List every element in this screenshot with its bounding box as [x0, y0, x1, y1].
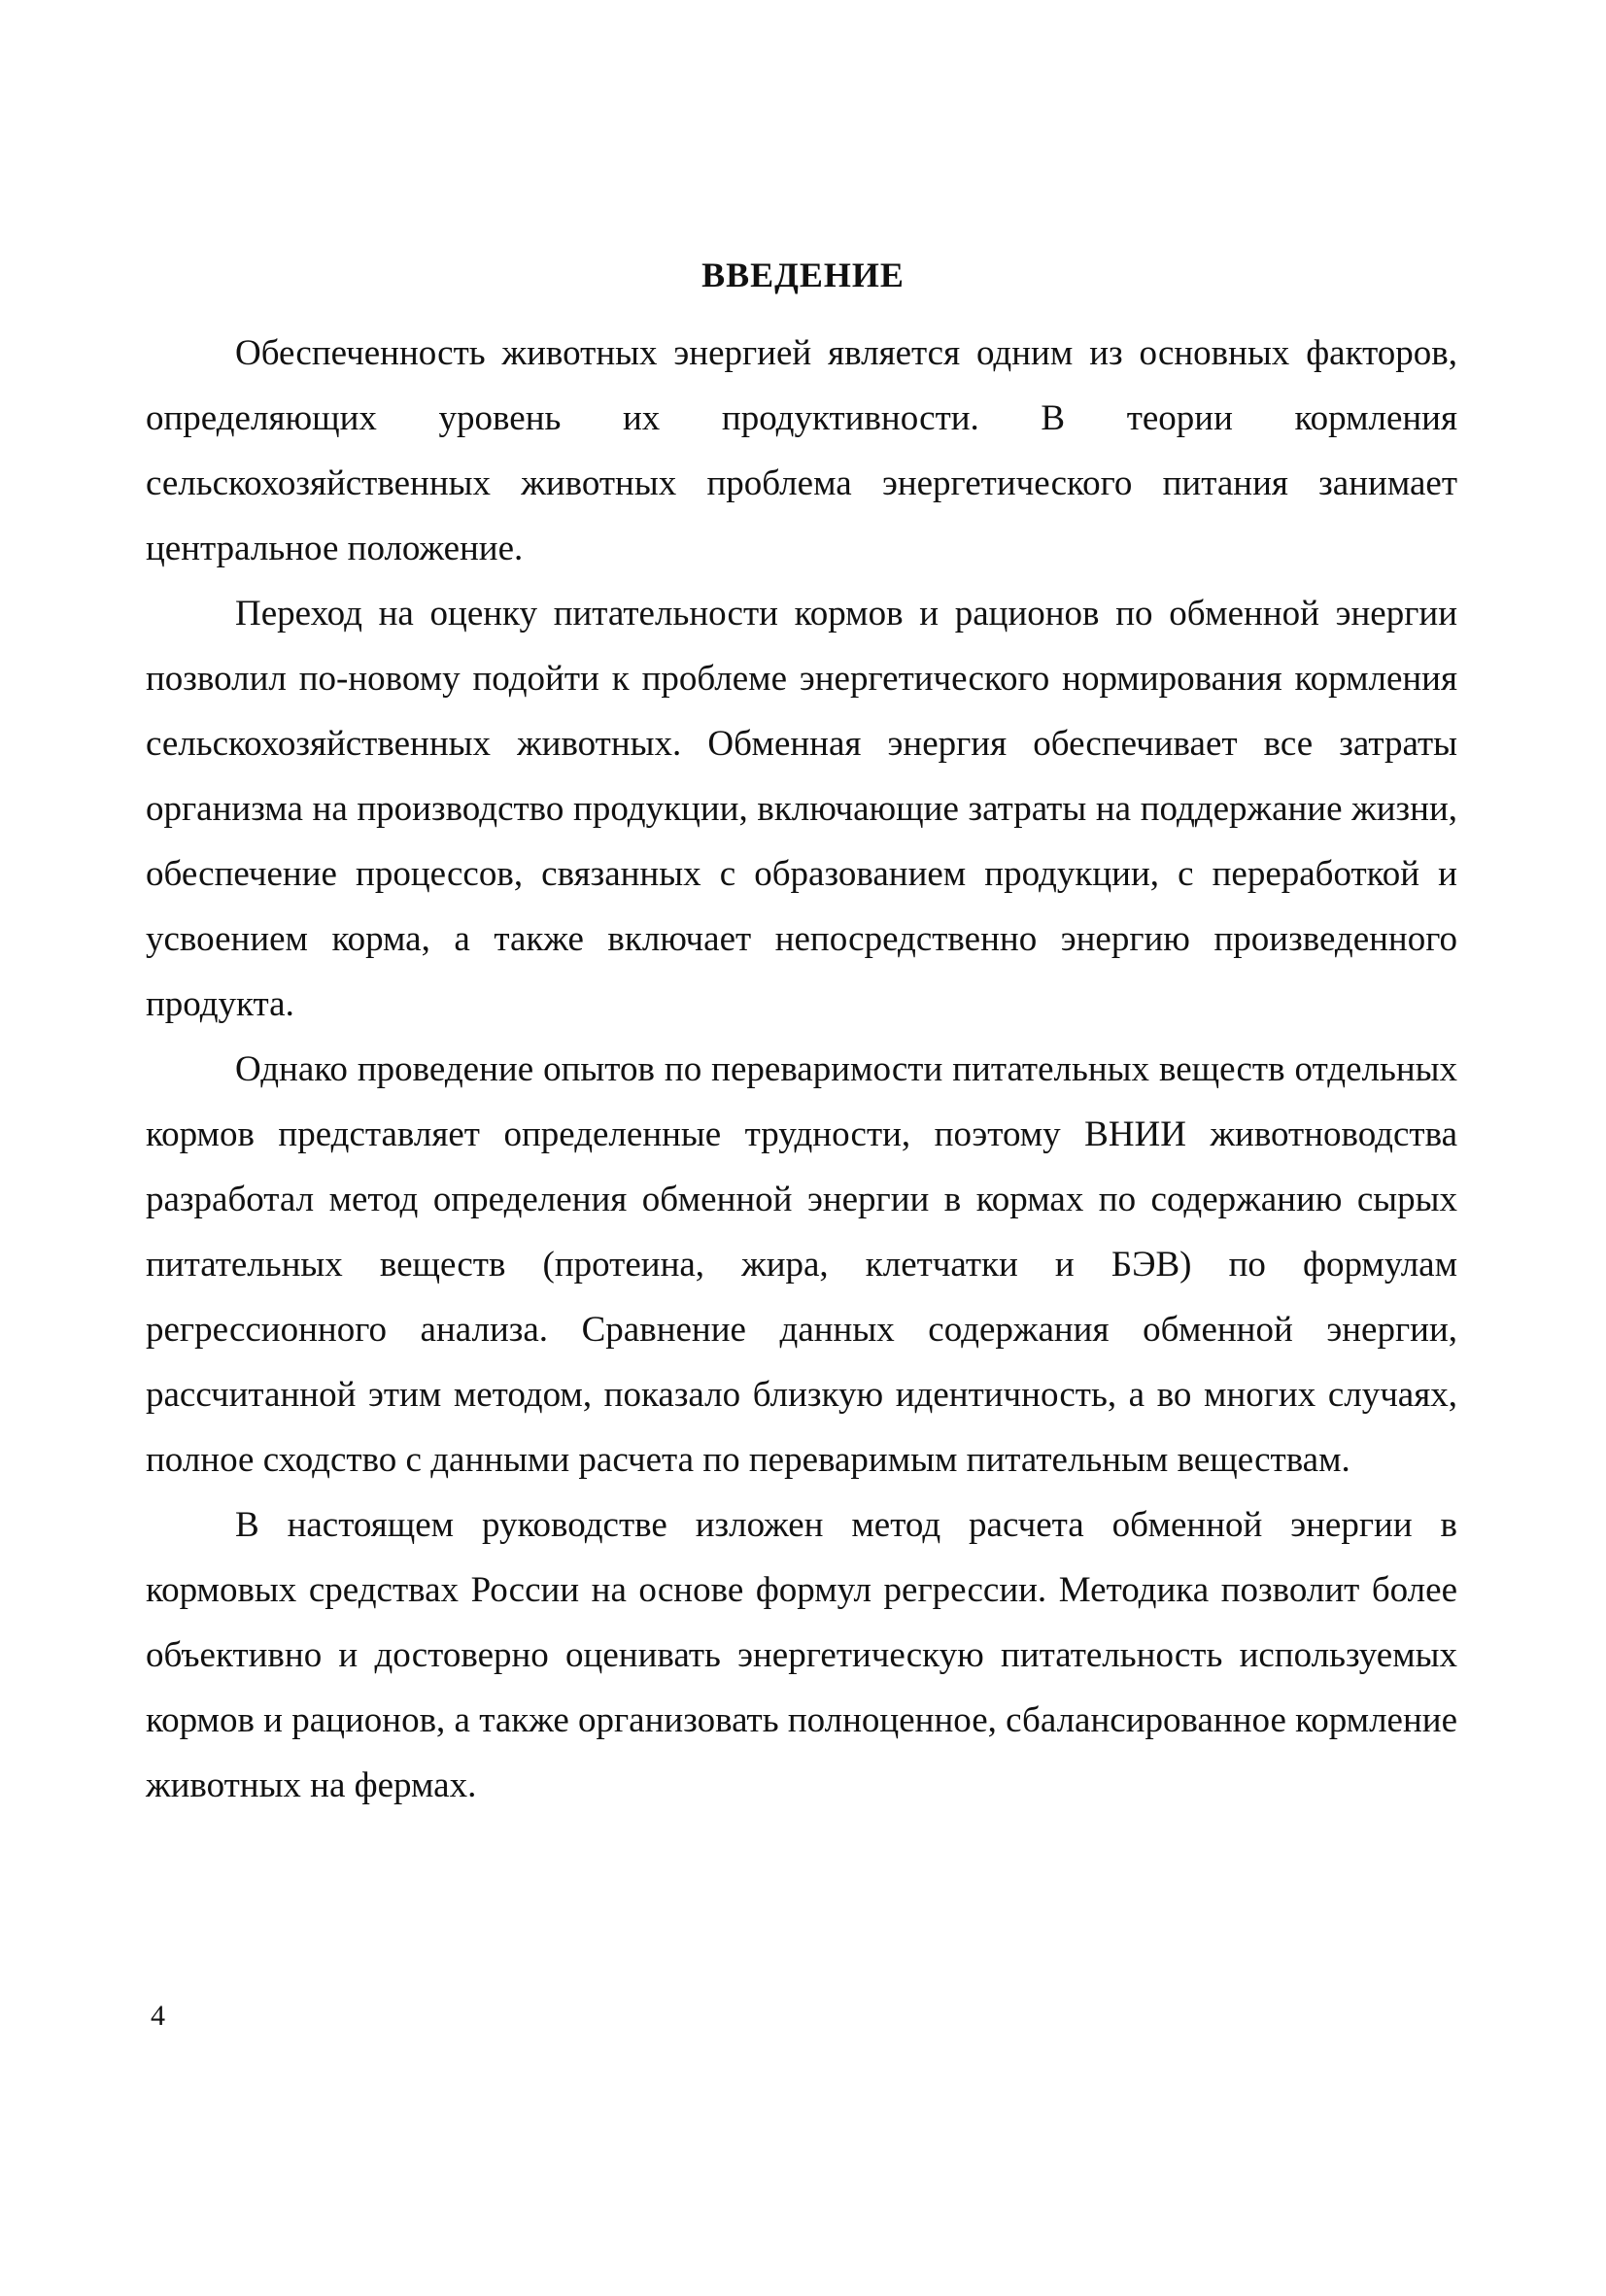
- page-number: 4: [151, 2000, 165, 2032]
- paragraph-3: Однако проведение опытов по переваримости питательных веществ отдельных кормов представляет определенные трудности, поэтому ВНИИ животноводства разработал метод определения обменной энергии в кормах по содержанию сырых питательных веществ (протеина, жира, клетчатки и БЭВ) по формулам регрессионного анализа. Сравнение данных содержания обменной энергии, рассчитанной этим методом, показало близкую идентичность, а во многих случаях, полное сходство с данными расчета по переваримым питательным веществам.: [146, 1049, 1457, 1480]
- section-title: ВВЕДЕНИЕ: [701, 256, 905, 294]
- body-text: [146, 321, 1457, 1818]
- paragraph-1: Обеспеченность животных энергией является одним из основных факторов, определяющих уровень их продуктивности. В теории кормления сельскохозяйственных животных проблема энергетического питания занимает центральное положение.: [146, 333, 1457, 568]
- paragraph-2: Переход на оценку питательности кормов и рационов по обменной энергии позволил по-новому подойти к проблеме энергетического нормирования кормления сельскохозяйственных животных. Обменная энергия обеспечивает все затраты организма на производство продукции, включающие затраты на поддержание жизни, обеспечение процессов, связанных с образованием продукции, с переработкой и усвоением корма, а также включает непосредственно энергию произведенного продукта.: [146, 594, 1457, 1024]
- paragraph-4: В настоящем руководстве изложен метод расчета обменной энергии в кормовых средствах России на основе формул регрессии. Методика позволит более объективно и достоверно оценивать энергетическую питательность используемых кормов и рационов, а также организовать полноценное, сбалансированное кормление животных на фермах.: [146, 1505, 1457, 1805]
